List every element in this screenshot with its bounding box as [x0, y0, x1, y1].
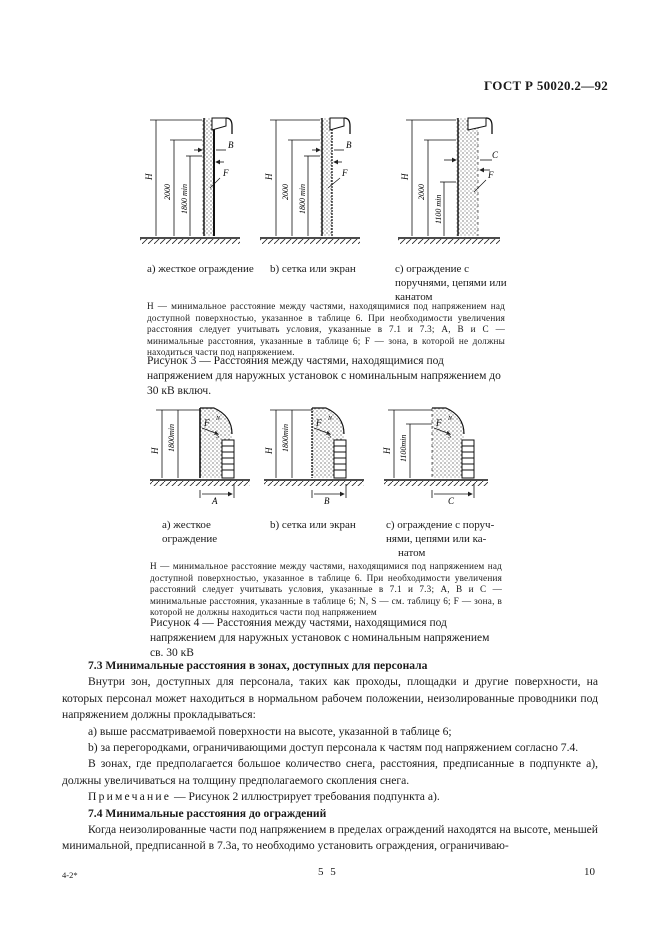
fig4-caption-c-line2: нями, цепями или ка- — [386, 533, 487, 545]
fig4-panel-c — [382, 408, 488, 506]
fig4b-label-N: N — [328, 416, 333, 422]
fig4-panel-a — [150, 408, 250, 506]
fig4a-label-A: A — [212, 496, 218, 506]
fig4-title: Рисунок 4 — Расстояния между частями, находящимися под напряжением для наружных установок с номинальным напряжением св. 30 кВ — [150, 617, 490, 659]
fig3-caption-a: а) жесткое ограждение — [147, 263, 254, 275]
fig4c-label-N: N — [448, 416, 453, 422]
fig4a-label-N: N — [216, 416, 221, 422]
fig3b-label-H: H — [264, 173, 274, 180]
fig3a-label-F: F — [223, 168, 229, 178]
fig3-caption-c: с) ограждение с поручнями, цепями или канатом — [395, 263, 507, 303]
note-label: Примечание — [88, 790, 172, 804]
fig3-panel-b — [260, 118, 360, 244]
figure-4-drawing — [140, 398, 530, 516]
fig4a-label-H: H — [150, 447, 160, 454]
fig4-caption-b-line1: b) сетка или экран — [270, 519, 356, 531]
figure-3-drawing — [130, 100, 550, 260]
fig4-panel-b — [264, 408, 364, 506]
section-7-4-paragraph-1: Когда неизолированные части под напряжением в пределах ограждений находятся на высоте, меньшей минимальной, предписанной в 7.3а, то необходимо установить ограждения, ограничиваю- — [62, 823, 598, 853]
fig3-panel-c — [398, 118, 500, 244]
section-7-3-paragraph-2: В зонах, где предполагается большое количество снега, расстояния, предписанные в подпункте а), должны увеличиваться на толщину предполагаемого скопления снега. — [62, 757, 598, 787]
section-7-3-note — [62, 789, 598, 805]
section-7-3-heading: 7.3 Минимальные расстояния в зонах, доступных для персонала — [88, 659, 428, 672]
section-7-4-heading: 7.4 Минимальные расстояния до ограждений — [88, 806, 327, 820]
fig4-legend: H — минимальное расстояние между частями, находящимися под напряжением над доступной поверхностью, указанное в таблице 6. При необходимости увеличения расстояний следует учитывать условия, указанные в 7.1 и 7.3; A, B и C — минимальные расстояния, указанные в таблице 6; N, S — см. таблицу 6; F — зона, в которой не должны находиться части под напряжением — [150, 561, 502, 618]
fig4c-label-S: S — [448, 434, 451, 440]
fig4-caption-c — [386, 518, 506, 560]
fig4a-label-F: F — [204, 418, 210, 428]
fig4a-label-min: 1800min — [167, 424, 176, 452]
fig3-title: Рисунок 3 — Расстояния между частями, находящимися под напряжением для наружных установок с номинальным напряжением до 30 кВ включ. — [147, 355, 501, 397]
fig3a-label-H: H — [144, 173, 154, 180]
section-7-3-item-b: b) за перегородками, ограничивающими доступ персонала к частям под напряжением согласно 7.4. — [88, 741, 579, 755]
footer-page-number: 10 — [584, 866, 595, 878]
body-section — [62, 658, 598, 855]
fig3-legend: H — минимальное расстояние между частями, находящимися под напряжением над доступной поверхностью, указанное в таблице 6. При необходимости увеличения расстояния следует учитывать условия, указанные в 7.1 и 7.3; A, B и C — минимальные расстояния, указанные в таблице 6; F — зона, в которой не должны находиться части под напряжением. — [147, 301, 505, 358]
fig4c-label-C: C — [448, 496, 455, 506]
section-7-3-paragraph-1: Внутри зон, доступных для персонала, таких как проходы, площадки и другие поверхности, на которых персонал может находиться в нормальном рабочем положении, неизолированные проводники под напряжением должны прокладываться: — [62, 675, 598, 722]
fig3c-label-F: F — [488, 170, 494, 180]
fig4-caption-c-line1: с) ограждение с поруч- — [386, 519, 495, 531]
fig4-caption-a-line2: ограждение — [162, 533, 218, 545]
fig4b-label-B: B — [324, 496, 330, 506]
fig4-caption-a — [162, 518, 252, 546]
fig4-caption-b — [270, 518, 370, 532]
fig4b-label-min: 1800min — [281, 424, 290, 452]
fig3c-label-2000: 2000 — [417, 184, 426, 200]
fig4c-label-H: H — [382, 447, 392, 454]
section-7-3-item-a: а) выше рассматриваемой поверхности на высоте, указанной в таблице 6; — [88, 724, 452, 738]
fig4b-label-S: S — [328, 434, 331, 440]
fig3-panel-a — [140, 118, 240, 244]
fig3b-label-min: 1800 min — [298, 184, 307, 214]
fig4-caption-a-line1: а) жесткое — [162, 519, 211, 531]
fig3c-label-C: C — [492, 150, 499, 160]
footer-center-page: 5 5 — [318, 866, 338, 878]
fig4-caption-c-line3: натом — [398, 547, 426, 559]
fig3-caption-b: b) сетка или экран — [270, 263, 356, 275]
fig3c-label-min: 1100 min — [434, 194, 443, 224]
fig3a-label-min: 1800 min — [180, 184, 189, 214]
fig4a-label-S: S — [216, 434, 219, 440]
document-id: ГОСТ Р 50020.2—92 — [484, 78, 609, 93]
fig3a-label-2000: 2000 — [163, 184, 172, 200]
note-text: — Рисунок 2 иллюстрирует требования подпункта а). — [174, 790, 440, 804]
fig4c-label-F: F — [436, 418, 442, 428]
fig3b-label-B: B — [346, 140, 352, 150]
fig4b-label-H: H — [264, 447, 274, 454]
fig3b-label-2000: 2000 — [281, 184, 290, 200]
fig3a-label-B: B — [228, 140, 234, 150]
footer-signature: 4-2* — [62, 870, 78, 880]
fig4b-label-F: F — [316, 418, 322, 428]
fig3b-label-F: F — [342, 168, 348, 178]
fig4c-label-min: 1100min — [399, 434, 408, 462]
fig3c-label-H: H — [400, 173, 410, 180]
